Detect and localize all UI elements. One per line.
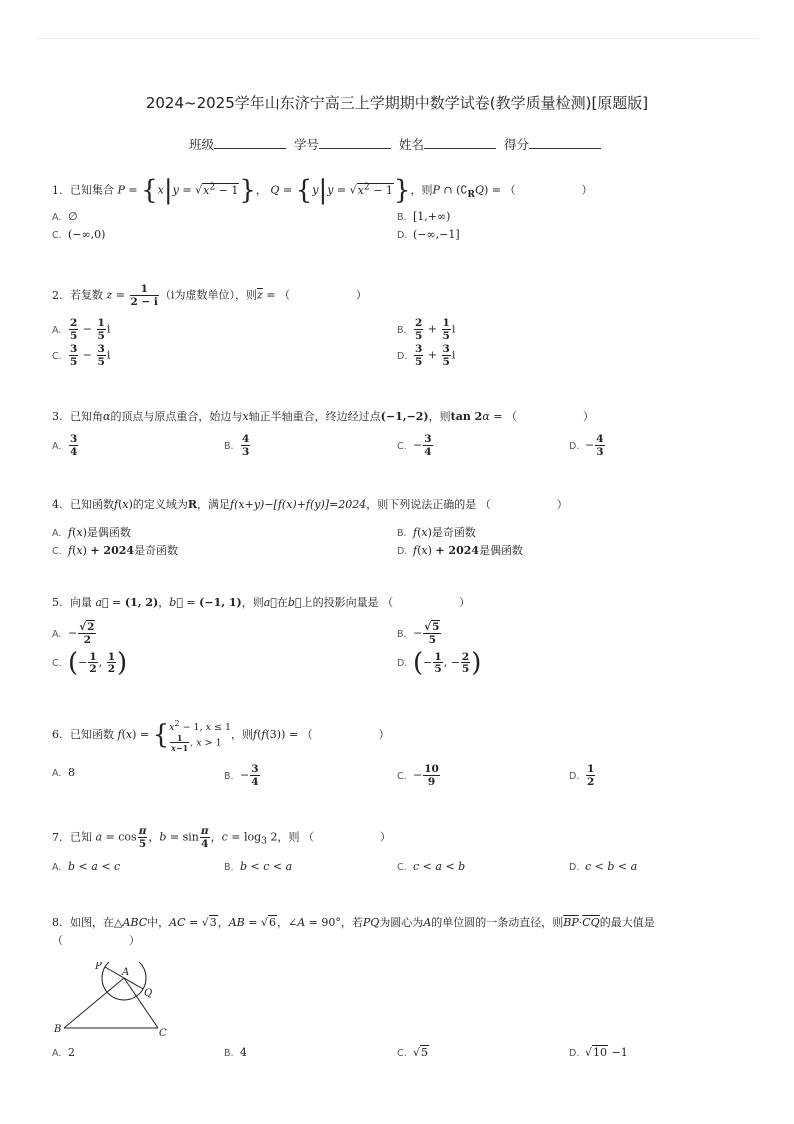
q8-label-a: A (122, 967, 130, 978)
q8-option-c[interactable]: C. √5 (397, 1046, 429, 1059)
q2-option-b[interactable]: B. $\frac{2}{5}$ + $\frac{1}{5}$ i (397, 317, 456, 342)
id-blank[interactable] (319, 136, 391, 149)
q8-option-d[interactable]: D. √10 −1 (569, 1046, 628, 1059)
q7-option-d[interactable]: D. c < b < a (569, 860, 638, 873)
question-5 (52, 592, 742, 678)
q8-side-ab (64, 978, 124, 1028)
q4-option-b[interactable]: B. f(x)是奇函数 (397, 526, 476, 539)
q2-option-a[interactable]: A. $\frac{2}{5}$ − $\frac{1}{5}$ i (52, 317, 111, 342)
q5-option-a[interactable]: A. − $\frac{√2}{2}$ (52, 621, 95, 646)
question-6 (52, 718, 742, 788)
question-4 (52, 494, 742, 557)
question-3 (52, 406, 742, 458)
q3-option-a[interactable]: A. $\frac{3}{4}$ (52, 433, 78, 458)
q8-figure (52, 962, 182, 1042)
id-label: 学号 (293, 137, 319, 152)
question-8: 8. 如图，在△ABC中，AC = √3，AB = √6，∠A = 90°，若PQ为圆心为A的单位圆的一条动直径，则$\overline{BP}\cdot\overline{CQ}$的最大值是 （ ） P A Q B C A. 2 B. 4 C. √5 D. √10 −1 (52, 914, 742, 950)
class-blank[interactable] (214, 136, 286, 149)
q8-side-ac (124, 978, 158, 1028)
question-6-stem: 6. 已知函数 f(x) = { $x^2 - 1$, x ≤ 1 $\frac{1}{x-1}$ , x > 1 ，则f(f(3)) = （ ） (52, 719, 390, 754)
header-rule (36, 38, 758, 39)
q8-label-c: C (159, 1028, 167, 1039)
q8-label-b: B (54, 1024, 62, 1035)
name-label: 姓名 (398, 137, 424, 152)
q5-option-c[interactable]: C. (− $\frac{1}{2}$ , $\frac{1}{2}$ ) (52, 648, 128, 678)
q4-option-c[interactable]: C. f(x) + 2024是奇函数 (52, 544, 179, 557)
q7-option-c[interactable]: C. c < a < b (397, 860, 466, 873)
q6-option-b[interactable]: B. − $\frac{3}{4}$ (224, 763, 259, 788)
question-7 (52, 825, 742, 873)
q6-option-c[interactable]: C. − $\frac{10}{9}$ (397, 763, 439, 788)
q1-option-b[interactable]: B. [1,+∞) (397, 210, 451, 223)
question-5-stem: 5. 向量 a⃗ = (1, 2)，b⃗ = (−1, 1)，则a⃗在b⃗上的投影向量是 （ ） (52, 596, 471, 609)
student-info-line (0, 135, 794, 153)
name-blank[interactable] (424, 136, 496, 149)
question-4-stem: 4. 已知函数f(x)的定义域为R，满足f(x+y)−[f(x)+f(y)]=2024，则下列说法正确的是 （ ） (52, 498, 568, 511)
q8-option-a[interactable]: A. 2 (52, 1046, 75, 1059)
q7-option-a[interactable]: A. b < a < c (52, 860, 121, 873)
score-blank[interactable] (529, 136, 601, 149)
q1-option-a[interactable]: A. ∅ (52, 210, 78, 223)
page-title: 2024~2025学年山东济宁高三上学期期中数学试卷(教学质量检测)[原题版] (145, 94, 649, 112)
q5-option-d[interactable]: D. (− $\frac{1}{5}$ , − $\frac{2}{5}$ ) (397, 648, 482, 678)
question-7-stem: 7. 已知 a = cos $\frac{\pi}{5}$ ，b = sin $\frac{\pi}{4}$ ，$c = \log_3 2$，则 （ ） (52, 825, 391, 850)
q4-option-d[interactable]: D. f(x) + 2024是偶函数 (397, 544, 524, 557)
q8-label-q: Q (144, 988, 153, 999)
q3-option-b[interactable]: B. $\frac{4}{3}$ (224, 433, 250, 458)
q8-label-p: P (95, 962, 102, 972)
question-2-stem: 2. 若复数 z = $\frac{1}{2 - i}$ （i为虚数单位），则$\overline{z}$ = （ ） (52, 283, 367, 308)
question-8-stem: 8. 如图，在△ABC中，AC = √3，AB = √6，∠A = 90°，若PQ为圆心为A的单位圆的一条动直径，则$\overline{BP}\cdot\overline{CQ}$的最大值是 (52, 916, 655, 929)
q4-option-a[interactable]: A. f(x)是偶函数 (52, 526, 131, 539)
class-label: 班级 (188, 137, 214, 152)
q8-option-b[interactable]: B. 4 (224, 1046, 247, 1059)
q5-option-b[interactable]: B. − $\frac{√5}{5}$ (397, 621, 440, 646)
question-1-stem: 1. 已知集合 $P = \{x|y = √x^2 - 1\}$， $Q = \{y|y = √x^2 - 1\}$，则P ∩ $(∁_RQ)$ = （ ） (52, 175, 593, 206)
q1-option-d[interactable]: D. (−∞,−1] (397, 228, 460, 241)
score-label: 得分 (503, 137, 529, 152)
question-1 (52, 175, 742, 241)
q3-option-d[interactable]: D. − $\frac{4}{3}$ (569, 433, 604, 458)
q2-option-d[interactable]: D. $\frac{3}{5}$ + $\frac{3}{5}$ i (397, 343, 456, 368)
q7-option-b[interactable]: B. b < c < a (224, 860, 293, 873)
question-2 (52, 283, 742, 368)
q1-option-c[interactable]: C. (−∞,0) (52, 228, 106, 241)
q6-option-a[interactable]: A. 8 (52, 766, 75, 779)
q3-option-c[interactable]: C. − $\frac{3}{4}$ (397, 433, 432, 458)
q2-option-c[interactable]: C. $\frac{3}{5}$ − $\frac{3}{5}$ i (52, 343, 111, 368)
q6-option-d[interactable]: D. $\frac{1}{2}$ (569, 763, 595, 788)
question-3-stem: 3. 已知角α的顶点与原点重合，始边与x轴正半轴重合，终边经过点(−1,−2)，则tan 2α = （ ） (52, 410, 594, 423)
